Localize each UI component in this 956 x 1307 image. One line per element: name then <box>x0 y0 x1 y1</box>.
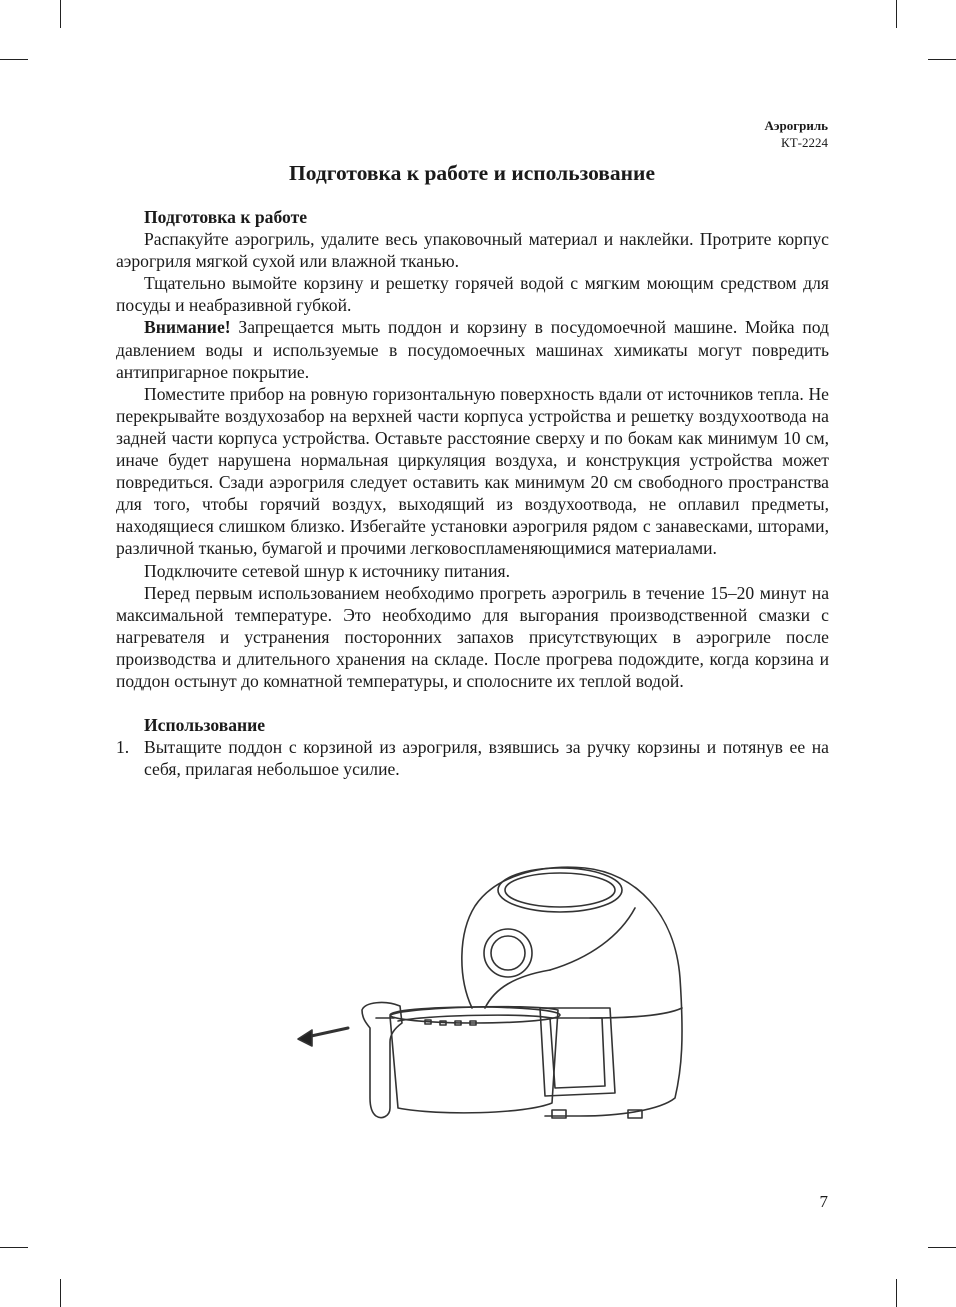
usage-heading: Использование <box>144 715 266 736</box>
crop-mark <box>896 0 897 28</box>
header-model: КТ-2224 <box>781 135 828 150</box>
header-brand: Аэрогриль <box>764 118 828 133</box>
prep-paragraph-6: Перед первым использованием необходимо прогреть аэрогриль в течение 15–20 минут на максимальной температуре. Это необходимо для выгорания производственной смазки с нагревателя и устранения посторонних запахов присутствующих в аэрогриле после производства и длительного хранения на складе. После прогрева подождите, когда корзина и поддон остынут до комнатной температуры, и сполосните их теплой водой. <box>116 582 829 691</box>
crop-mark <box>60 0 61 28</box>
crop-mark <box>896 1279 897 1307</box>
warning-text: Запрещается мыть поддон и корзину в посудомоечной машине. Мойка под давлением воды и используемые в посудомоечных машинах химикаты могут повредить антипригарное покрытие. <box>116 317 829 382</box>
air-fryer-illustration <box>290 858 700 1138</box>
warning-label: Внимание! <box>144 317 231 338</box>
basket-handle <box>362 1003 402 1118</box>
list-item-number: 1. <box>116 737 130 758</box>
prep-paragraph-4: Поместите прибор на ровную горизонтальную поверхность вдали от источников тепла. Не перекрывайте воздухозабор на верхней части корпуса устройства и решетку воздухоотвода на задней части корпуса устройства. Оставьте расстояние сверху и по бокам как минимум 10 см, иначе будет нарушена нормальная циркуляция воздуха, и конструкция устройства может повредиться. Сзади аэрогриля следует оставить как минимум 20 см свободного пространства для того, чтобы горячий воздух, выходящий из воздухоотвода, не оплавил предметы, находящиеся слишком близко. Избегайте установки аэрогриля рядом с занавесками, шторами, различной тканью, бумагой и прочими легковоспламеняющимися материалами. <box>116 383 829 559</box>
page-title: Подготовка к работе и использование <box>289 161 655 185</box>
crop-mark <box>928 1247 956 1248</box>
prep-paragraph-2: Тщательно вымойте корзину и решетку горячей водой с мягким моющим средством для посуды и неабразивной губкой. <box>116 273 829 316</box>
crop-mark <box>928 59 956 60</box>
prep-heading: Подготовка к работе <box>144 207 308 227</box>
body-text <box>116 206 829 780</box>
page-number: 7 <box>819 1192 828 1211</box>
fryer-lid <box>498 868 622 912</box>
crop-mark <box>0 59 28 60</box>
list-item <box>116 736 829 780</box>
prep-paragraph-1: Распакуйте аэрогриль, удалите весь упаковочный материал и наклейки. Протрите корпус аэрогриля мягкой сухой или влажной тканью. <box>116 229 829 272</box>
fryer-body <box>462 867 682 1116</box>
prep-paragraph-5: Подключите сетевой шнур к источнику питания. <box>144 560 510 581</box>
running-header <box>764 117 828 151</box>
list-item-text: Вытащите поддон с корзиной из аэрогриля, взявшись за ручку корзины и потянув ее на себя, прилагая небольшое усилие. <box>144 737 829 780</box>
crop-mark <box>60 1279 61 1307</box>
warning-paragraph <box>116 316 829 382</box>
crop-mark <box>0 1247 28 1248</box>
